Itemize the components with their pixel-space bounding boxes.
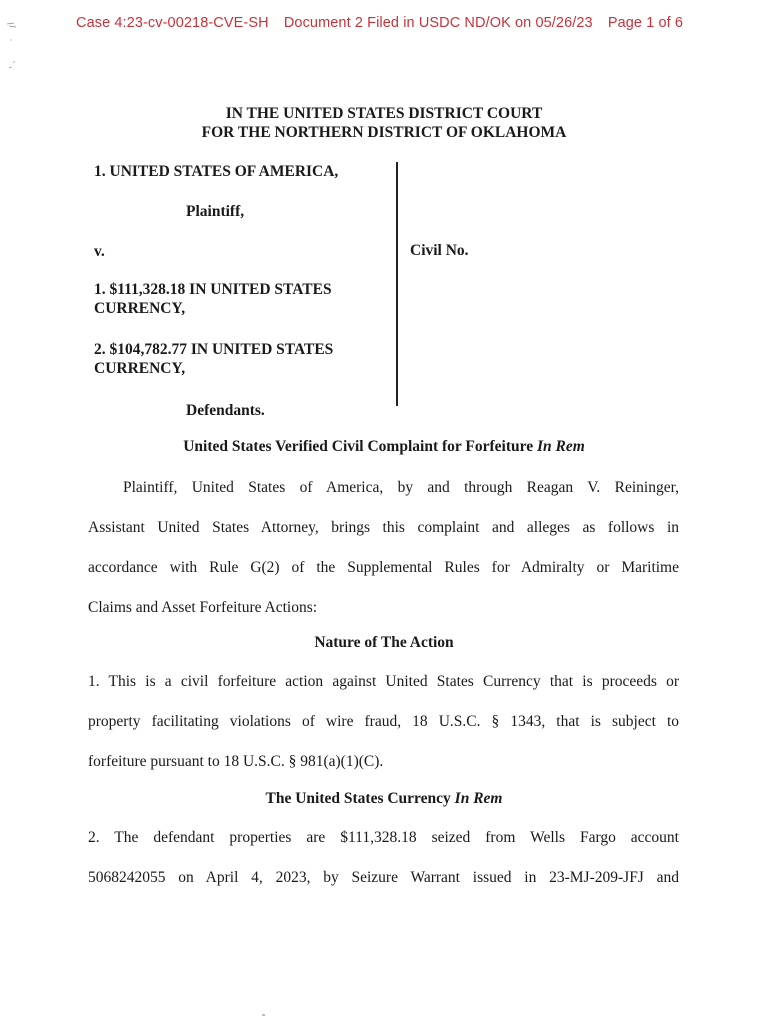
- plaintiff-party: 1. UNITED STATES OF AMERICA,: [94, 163, 339, 180]
- paragraph-1-line-2: property facilitating violations of wire fraud, 18 U.S.C. § 1343, that is subject to: [88, 713, 679, 730]
- paragraph-2-line-2: 5068242055 on April 4, 2023, by Seizure Warrant issued in 23-MJ-209-JFJ and: [88, 869, 679, 886]
- defendant-role: Defendants.: [186, 402, 265, 419]
- paragraph-2: [88, 818, 679, 898]
- complaint-title: [0, 438, 768, 456]
- caption-divider-line: [396, 162, 398, 406]
- intro-line-3: accordance with Rule G(2) of the Supplemental Rules for Admiralty or Maritime: [88, 559, 679, 576]
- intro-line-2: Assistant United States Attorney, brings this complaint and alleges as follows in: [88, 519, 679, 536]
- complaint-title-italic: In Rem: [536, 438, 585, 455]
- scan-margin-marks: [4, 20, 24, 80]
- section-heading-currency-text: The United States Currency: [265, 790, 455, 807]
- paragraph-2-line-1: 2. The defendant properties are $111,328.18 seized from Wells Fargo account: [88, 829, 679, 846]
- paragraph-1-line-3: forfeiture pursuant to 18 U.S.C. § 981(a)(1)(C).: [88, 753, 384, 770]
- intro-line-1: Plaintiff, United States of America, by and through Reagan V. Reininger,: [123, 479, 679, 496]
- complaint-title-text: United States Verified Civil Complaint for Forfeiture: [183, 438, 537, 455]
- section-heading-nature: Nature of The Action: [314, 634, 454, 651]
- defendant-1-line-1: 1. $111,328.18 IN UNITED STATES: [94, 281, 332, 298]
- case-number: Case 4:23-cv-00218-CVE-SH: [76, 15, 269, 31]
- intro-line-4: Claims and Asset Forfeiture Actions:: [88, 599, 318, 616]
- civil-number-label: Civil No.: [410, 242, 469, 259]
- court-title-line-1: IN THE UNITED STATES DISTRICT COURT: [225, 105, 543, 122]
- intro-paragraph: [88, 468, 679, 628]
- section-heading-currency-italic: In Rem: [454, 790, 503, 807]
- paragraph-1: [88, 662, 679, 782]
- court-title: [0, 104, 768, 142]
- page-indicator: Page 1 of 6: [607, 15, 684, 31]
- defendant-2-line-2: CURRENCY,: [94, 360, 186, 377]
- defendant-1-line-2: CURRENCY,: [94, 300, 186, 317]
- filing-info: Document 2 Filed in USDC ND/OK on 05/26/23: [283, 15, 593, 31]
- defendant-2-line-1: 2. $104,782.77 IN UNITED STATES: [94, 341, 334, 358]
- case-stamp-header: [76, 15, 728, 31]
- scan-speck: [262, 1014, 265, 1016]
- section-heading-currency: [0, 790, 768, 808]
- plaintiff-role: Plaintiff,: [186, 203, 245, 220]
- court-title-line-2: FOR THE NORTHERN DISTRICT OF OKLAHOMA: [201, 124, 567, 141]
- versus: v.: [94, 243, 105, 260]
- paragraph-1-line-1: 1. This is a civil forfeiture action against United States Currency that is proceeds or: [88, 673, 679, 690]
